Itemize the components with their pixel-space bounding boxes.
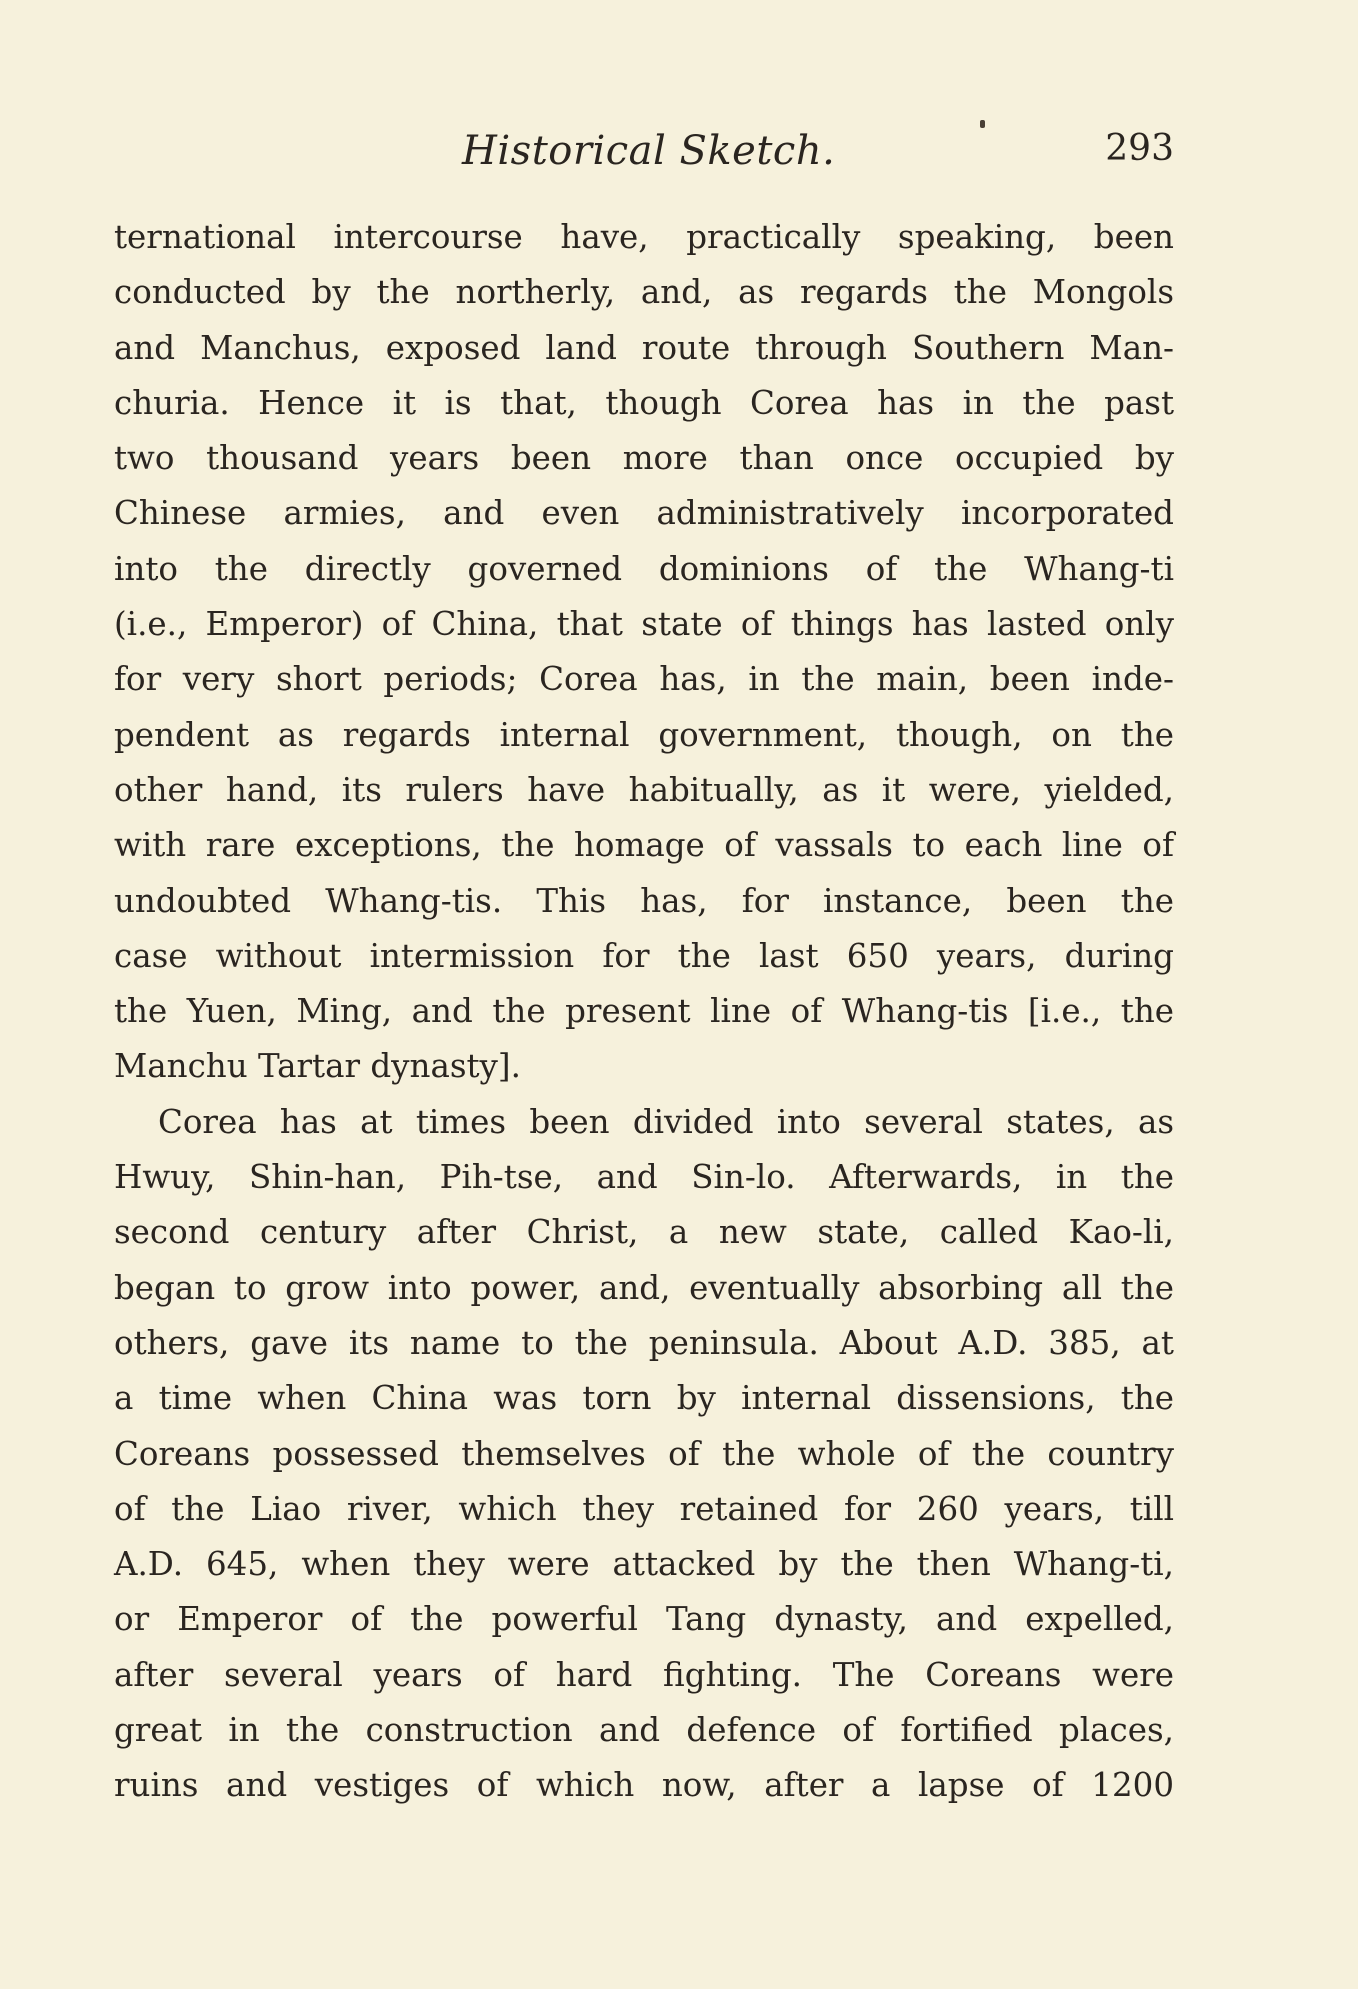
text-line: case without intermission for the last 650 years, during [114,936,1174,975]
text-line: after several years of hard fighting. The Coreans were [114,1655,1174,1694]
running-head [114,128,1174,178]
text-line: of the Liao river, which they retained for 260 years, till [114,1489,1174,1528]
page-number: 293 [1105,128,1174,169]
text-line: and Manchus, exposed land route through Southern Man- [114,328,1174,367]
text-line: second century after Christ, a new state, called Kao-li, [114,1213,1174,1252]
body-text [114,210,1174,1814]
text-line: began to grow into power, and, eventually absorbing all the [114,1268,1174,1307]
paragraph-start-line: Corea has at times been divided into several states, as [158,1102,1174,1141]
text-line: ternational intercourse have, practically speaking, been [114,218,1174,256]
print-speck [980,120,985,128]
text-line: great in the construction and defence of fortified places, [114,1711,1174,1750]
text-line: with rare exceptions, the homage of vassals to each line of [114,826,1174,865]
text-line: other hand, its rulers have habitually, as it were, yielded, [114,770,1174,809]
text-line: for very short periods; Corea has, in the main, been inde- [114,660,1174,699]
text-line: two thousand years been more than once occupied by [114,439,1174,478]
text-line: Chinese armies, and even administratively incorporated [114,494,1174,533]
paragraph-end-line: Manchu Tartar dynasty]. [114,1047,521,1086]
text-line: A.D. 645, when they were attacked by the then Whang-ti, [114,1545,1174,1584]
text-line: undoubted Whang-tis. This has, for instance, been the [114,881,1174,920]
text-line: others, gave its name to the peninsula. About A.D. 385, at [114,1323,1174,1362]
text-line: ruins and vestiges of which now, after a lapse of 1200 [114,1766,1174,1805]
text-line: the Yuen, Ming, and the present line of Whang-tis [i.e., the [114,992,1174,1031]
text-line: conducted by the northerly, and, as regards the Mongols [114,273,1174,312]
text-line: (i.e., Emperor) of China, that state of things has lasted only [114,605,1174,644]
text-line: pendent as regards internal government, though, on the [114,715,1174,754]
text-line: or Emperor of the powerful Tang dynasty, and expelled, [114,1600,1174,1639]
text-line: a time when China was torn by internal dissensions, the [114,1379,1174,1418]
text-line: into the directly governed dominions of the Whang-ti [114,549,1174,588]
text-line: Coreans possessed themselves of the whole of the country [114,1434,1174,1473]
text-line: churia. Hence it is that, though Corea has in the past [114,383,1174,422]
text-line: Hwuy, Shin-han, Pih-tse, and Sin-lo. Afterwards, in the [114,1158,1174,1197]
running-title: Historical Sketch. [462,128,836,174]
